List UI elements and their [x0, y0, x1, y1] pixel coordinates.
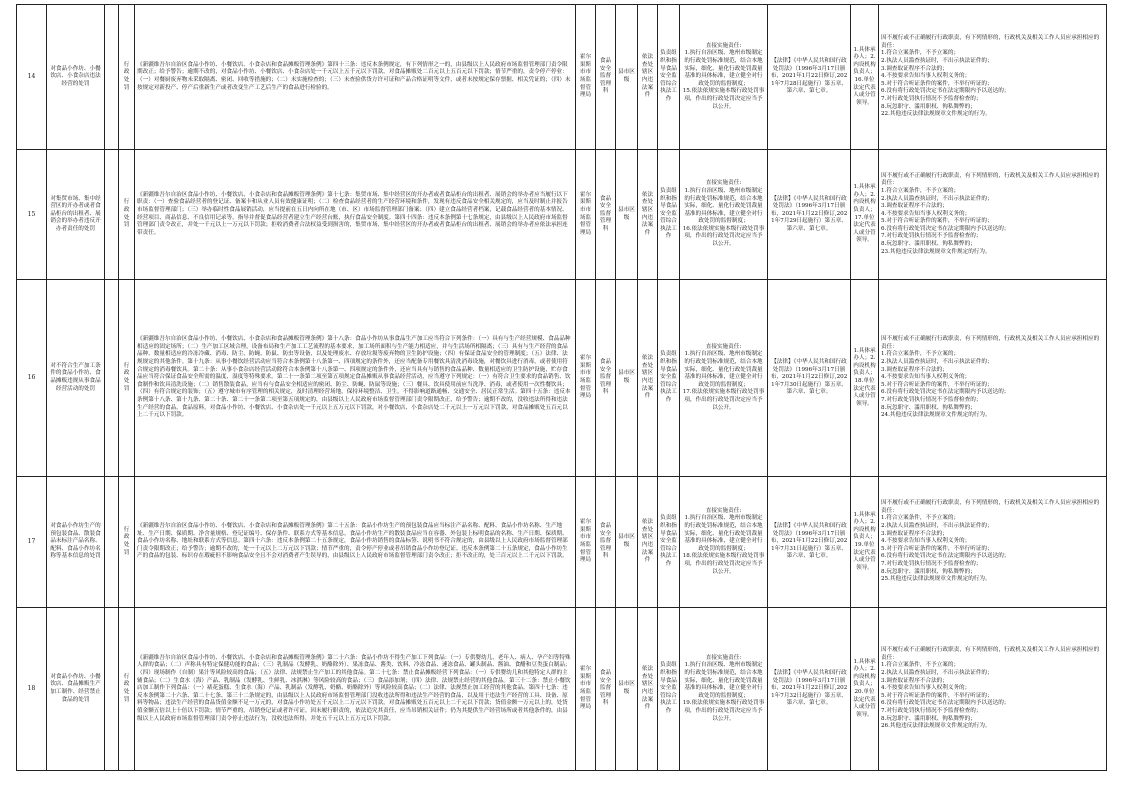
liability-situations-line: 6.没有将行政处罚决定书在法定期限内予以送达的； — [881, 553, 1010, 560]
implementation-responsibility-line: 19.依法依规实施本级行政处罚事项，作出的行政处罚决定应当予以公开。 — [682, 700, 765, 722]
liability-situations-line: 8.玩忽职守、滥用职权、徇私舞弊的； — [881, 715, 976, 722]
table-row — [17, 608, 1107, 771]
legal-basis: 《新疆维吾尔自治区食品小作坊、小餐饮店、小食杂店和食品摊贩管理条例》第二十五条：食品小作坊生产的预包装食品应当标注产品名称、配料、食品小作坊名称、生产地址、生产日期、保质期、净含量规格、登记证编号、保存条件、联系方式等基本信息。食品小作坊生产的散装食品应当在容器、外包装上标明食品的名称、生产日期、保质期、食品小作坊名称、地址和联系方式等信息。第四十六条：违反本条例第二十五条规定，食品小作坊销售的食品标签、说明书不符合规定的，由县级以上人民政府市场监督管理部门责令限期改正；给予警告；逾期不改的，处一千元以上二万元以下罚款；情节严重的，责令停产停业或者吊销食品小作坊登记证。违反本条例第二十五条规定，食品小作坊生产的食品的包装、标识存在瑕疵但不影响食品安全且不会对消费者产生误导的，由县级以上人民政府市场监督管理部门责令改正；拒不改正的，处三百元以上二千元以下罚款。 — [135, 477, 576, 608]
item-number: 16 — [17, 280, 47, 477]
liability-situations-line: 8.玩忽职守、滥用职权、徇私舞弊的； — [881, 103, 976, 110]
legal-basis: 《新疆维吾尔自治区食品小作坊、小餐饮店、小食杂店和食品摊贩管理条例》第十七条：集贸市场、集中经营区的开办者或者食品柜台的出租者、展销会的举办者应当履行以下职责：（一）查验食品经营者的登记证、备案卡和从业人员有效健康证明；（二）检查食品经营者的生产经营环境和条件，发现有违反食品安全相关规定的，应当及时制止并报告市场监督管理部门；（三）举办临时性食品展销活动，应当提前在五日内向所在地（市、区）市场监督管理部门备案；（四）建立食品经营者档案，记载食品经营者的基本情况、经营项目、商品信息、不良信用记录等，指导并督促食品经营者建立生产经营台账，执行食品安全制度。第四十四条：违反本条例第十七条规定，由县级以上人民政府市场监督管理部门责令改正，并处一千元以上一万元以下罚款；拒收消费者合法权益受到损害的，集贸市场、集中经营区的开办者或者食品柜台的出租者、展销会的举办者应依法承担连带责任。 — [135, 150, 576, 280]
item-type: 行政处罚 — [119, 477, 135, 608]
liability-situations-line: 6.没有将行政处罚决定书在法定期限内予以送达的； — [881, 225, 1010, 232]
item-name: 对食品小作坊、小餐饮店、食品摊贩生产加工制作、经营禁止食品的处罚 — [47, 608, 105, 771]
table-row — [17, 280, 1107, 477]
table-row — [17, 5, 1107, 150]
implementing-department: 霍尔果斯市市场监督管理局 — [576, 477, 596, 608]
item-type: 行政处罚 — [119, 280, 135, 477]
liability-situations-line: 2.执法人员滥查执证时，不出示执法证件的； — [881, 359, 993, 366]
blank-cell — [105, 5, 119, 150]
liability-situations-line: 3.调查取证程序不合法的； — [881, 530, 948, 537]
liability-situations-line: 2.执法人员滥查执证时，不出示执法证件的； — [881, 195, 993, 202]
item-number: 14 — [17, 5, 47, 150]
liability-situations-line: 1.符合立案条件，不予立案的； — [881, 187, 960, 194]
jurisdiction-level: 县市区级 — [616, 608, 638, 771]
responsible-persons: 1.具体承办人；2.内设机构负责人；20.单位法定代表人或分管领导。 — [851, 608, 879, 771]
blank-cell — [105, 280, 119, 477]
implementation-responsibility-line: 15.依法依规实施本级行政处罚事项，作出的行政处罚决定应当予以公开。 — [682, 88, 765, 110]
responsible-unit: 食品安全监督管理科 — [596, 5, 616, 150]
legal-basis: 《新疆维吾尔自治区食品小作坊、小餐饮店、小食杂店和食品摊贩管理条例》第十八条：食品小作坊从事食品生产加工应当符合下列条件：（一）具有与生产经营规模、食品品种相适应的固定场所；（二）生产加工区域合理，设备布局和生产加工工艺流程的基本要求，加工场所面积与生产能力相适应，并与生活场所相隔离；（三）具有与生产经营的食品品种、数量相适应的冷冻冷藏、消毒、防尘、防蝇、防鼠、防虫等设备，以及处理废水、存放垃圾等废弃物的卫生防护设施；（四）有保证食品安全的管理制度；（五）法律、法规规定的其他条件。第十九条：从事小餐饮经营活动应当符合本条例第十八条第一、四项规定的条件外，还应当配备专用餐饮具清洗消毒设施，对餐饮具进行消毒，或者使用符合规定的消毒餐饮具。第二十条：从事小食杂店经营活动除符合本条例第十八条第一、四项规定的条件外，还应当具有与销售的食品品种、数量相适应的卫生防护设施，贮存食品应当符合保证食品安全所需的温度、湿度等特殊要求。第二十一条第二项至第五项规定食品摊贩从事食品经营活动，应当遵守下列规定：（一）有符合卫生要求的食品销售、饮食制作和饮具清洗设施；（二）销售散装食品，应当有与食品安全相适应的密闭、防尘、防蝇、防鼠等设施；（三）餐具、饮具使用前应当洗净、消毒，或者使用一次性餐饮具；（四）有符合规定的装饰；（五）遵守城市有序管理的相关规定，及时清理经营场地，保持环境整洁、卫生，不得影响道路通畅、交通安全、居民正常生活。第四十五条：违反本条例第十八条、第十九条、第二十条、第二十一条第二项至第五项规定的，由县级以上人民政府市场监督管理部门责令限期改正，给予警告；逾期不改的，没收违法所得和违法生产经营的食品，食品原料，对食品小作坊、小餐饮店、小食杂店处一千元以上五万元以下罚款，对小餐饮店、小食杂店处二千元以上一万元以下罚款，对食品摊贩处五百元以上二千元以下罚款。 — [135, 280, 576, 477]
implementation-method: 依法查处辖区内违法案件 — [638, 280, 658, 477]
implementation-responsibility-line: 1.执行自治区级、地州市级制定的行政处罚标准规范，结合本地实际，细化、量化行政处罚裁量基准的具体标准，建立健全对行政处罚的监督制度； — [684, 351, 763, 388]
department-duty: 负责组织和指导食品安全监管综合执法工作 — [658, 5, 680, 150]
item-name: 对不符合生产加工条件的食品小作坊、食品摊贩违规从事食品经营活动的处罚 — [47, 280, 105, 477]
liability-situations-line: 8.玩忽职守、滥用职权、徇私舞弊的； — [881, 241, 976, 248]
responsible-unit: 食品安全监督管理科 — [596, 280, 616, 477]
implementation-responsibility-line: 直接实施责任: — [705, 654, 742, 661]
implementation-responsibility — [680, 608, 768, 771]
implementation-responsibility — [680, 280, 768, 477]
implementing-department: 霍尔果斯市市场监督管理局 — [576, 608, 596, 771]
item-type: 行政处罚 — [119, 150, 135, 280]
responsible-unit: 食品安全监督管理科 — [596, 150, 616, 280]
item-number: 17 — [17, 477, 47, 608]
implementation-method: 依法查处辖区内违法案件 — [638, 5, 658, 150]
liability-situations — [879, 150, 1107, 280]
liability-situations-line: 25.其他违反法律法规规章文件规定的行为。 — [881, 576, 991, 583]
implementation-responsibility — [680, 5, 768, 150]
item-type: 行政处罚 — [119, 5, 135, 150]
jurisdiction-level: 县市区级 — [616, 280, 638, 477]
item-name: 对集贸市场、集中经营区的开办者或者食品柜台的出租者、展销会的举办者违反开办者责任的处罚 — [47, 150, 105, 280]
implementation-responsibility-line: 直接实施责任: — [705, 42, 742, 49]
jurisdiction-level: 县市区级 — [616, 5, 638, 150]
liability-situations-line: 2.执法人员滥查执证时，不出示执法证件的； — [881, 523, 993, 530]
liability-situations-line: 4.不按要求告知当事人权利义务的； — [881, 210, 971, 217]
item-number: 15 — [17, 150, 47, 280]
implementation-responsibility-line: 1.执行自治区级、地州市级制定的行政处罚标准规范，结合本地实际，细化、量化行政处罚裁量基准的具体标准，建立健全对行政处罚的监督制度； — [684, 662, 763, 699]
liability-situations-line: 5.对于符合听证条件的案件，不举行听证的； — [881, 218, 993, 225]
liability-situations-line: 因不履行或不正确履行行政职责，有下列情形的，行政机关及相关工作人员应承担相应的责任： — [881, 647, 1100, 661]
responsible-persons: 1.具体承办人；2.内设机构负责人；19.单位法定代表人或分管领导。 — [851, 477, 879, 608]
liability-situations-line: 3.调查取证程序不合法的； — [881, 203, 948, 210]
liability-situations-line: 因不履行或不正确履行行政职责，有下列情形的，行政机关及相关工作人员应承担相应的责任： — [881, 172, 1100, 187]
department-duty: 负责组织和指导食品安全监管综合执法工作 — [658, 280, 680, 477]
liability-situations-line: 因不履行或不正确履行行政职责，有下列情形的，行政机关及相关工作人员应承担相应的责任： — [881, 35, 1100, 49]
liability-situations-line: 3.调查取证程序不合法的； — [881, 366, 948, 373]
liability-situations-line: 2.执法人员滥查执证时，不出示执法证件的； — [881, 58, 993, 65]
responsible-persons: 1.具体承办人；2.内设机构负责人；16.单位法定代表人或分管领导。 — [851, 5, 879, 150]
legal-basis: 《新疆维吾尔自治区食品小作坊、小餐饮店、小食杂店和食品摊贩管理条例》第四十三条：违反本条例规定，有下列情形之一的，由县级以上人民政府市场监督管理部门责令限期改正；给予警告；逾期不改的，对食品小作坊、小餐饮店、小食杂店处一千元以上五千元以下罚款，对食品摊贩处二百元以上五百元以下罚款；情节严重的，责令停产停业：（一）对餐厨废弃物未采取隔离、密闭、回收等措施的；（二）未实施检查的；（三）未查验供货方许可证和产品合格证明等文件，或者未按规定保存票据、相关凭证的；（四）未按规定对新投产、停产后重新生产或者改变生产工艺后生产的食品进行检验的。 — [135, 5, 576, 150]
liability-situations — [879, 477, 1107, 608]
implementation-responsibility-line: 16.依法依规实施本级行政处罚事项，作出的行政处罚决定应当予以公开。 — [682, 225, 765, 248]
implementing-department: 霍尔果斯市市场监督管理局 — [576, 5, 596, 150]
liability-situations-line: 8.玩忽职守、滥用职权、徇私舞弊的； — [881, 568, 976, 575]
liability-situations-line: 4.不按要求告知当事人权利义务的； — [881, 374, 971, 381]
liability-situations-line: 8.玩忽职守、滥用职权、徇私舞弊的； — [881, 404, 976, 411]
liability-situations-line: 6.没有将行政处罚决定书在法定期限内予以送达的； — [881, 88, 1010, 95]
blank-cell — [105, 477, 119, 608]
implementation-method: 依法查处辖区内违法案件 — [638, 477, 658, 608]
implementation-responsibility-line: 1.执行自治区级、地州市级制定的行政处罚标准规范，结合本地实际，细化、量化行政处罚裁量基准的具体标准，建立健全对行政处罚的监督制度； — [684, 187, 763, 225]
legal-basis: 《新疆维吾尔自治区食品小作坊、小餐饮店、小食杂店和食品摊贩管理条例》第二十六条：食品小作坊不得生产加工下列食品：（一）专供婴幼儿、老年人、病人、孕产妇等特殊人群的食品；（二）声称具有特定保健功能的食品；（三）乳制品（发酵乳、奶酪除外）、果冻食品、酱类、饮料、冷冻食品、速冻食品、罐头制品、酱油、食醋和豆类蛋白制品；（四）现场制作（自制）果汁等风险较高的食品；（五）法律、法规禁止生产加工的其他食品。第二十七条：禁止食品摊贩经营下列食品：（一）专供婴幼儿和其他特定人群的主辅食品；（二）生食水（海）产品、乳制品（发酵乳、生鲜乳、冰淇淋）等风险较高的食品；（三）食品添加剂；（四）法律、法规禁止经营的其他食品。第三十二条：禁止小餐饮店加工制作下列食品：（一）裱花蛋糕、生食水（海）产品、乳制品（发酵乳、奶酪、奶酪除外）等风险较高食品；（二）法律、法规禁止加工经营的其他食品。第四十七条：违反本条例第二十六条、第二十七条、第三十二条规定的，由县级以上人民政府市场监督管理部门没收违法所得和违法生产经营的食品，以及用于违法生产经营的工具、设备、原料等物品；违法生产经营的食品货值金额不足一万元的，对食品小作坊处五千元以上二万元以下罚款，对食品摊贩处五百元以上二千元以下罚款；货值金额一万元以上的，处货值金额五倍以上十倍以下罚款；情节严重的，吊销登记证或者许可证。因未履行职责的，依法追究其责任，应当吊销相关证件；仍为其提供生产经营场所或者其他条件的，由县级以上人民政府市场监督管理部门责令停止违法行为，没收违法所得，并处五千元以上五万元以下罚款。 — [135, 608, 576, 771]
liability-situations-line: 24.其他违反法律法规规章文件规定的行为。 — [881, 412, 991, 419]
liability-situations-line: 5.对于符合听证条件的案件，不举行听证的； — [881, 545, 993, 552]
implementation-method: 依法查处辖区内违法案件 — [638, 608, 658, 771]
blank-cell — [105, 608, 119, 771]
liability-situations — [879, 608, 1107, 771]
responsible-unit: 食品安全监督管理科 — [596, 477, 616, 608]
department-duty: 负责组织和指导食品安全监管综合执法工作 — [658, 150, 680, 280]
implementing-department: 霍尔果斯市市场监督管理局 — [576, 150, 596, 280]
accountability-law: 【法律】《中华人民共和国行政处罚法》（1996年3月17日颁布，2021年1月22日修订,2021年7月29日起施行）第五章、第六章、第七章。 — [768, 150, 851, 280]
liability-situations-line: 4.不按要求告知当事人权利义务的； — [881, 73, 971, 80]
responsible-persons: 1.具体承办人；2.内设机构负责人；17.单位法定代表人或分管领导。 — [851, 150, 879, 280]
implementation-responsibility-line: 17.依法依规实施本级行政处罚事项，作出的行政处罚决定应当予以公开。 — [682, 389, 765, 411]
liability-situations-line: 5.对于符合听证条件的案件，不举行听证的； — [881, 381, 993, 388]
liability-situations-line: 4.不按要求告知当事人权利义务的； — [881, 685, 971, 692]
liability-situations-line: 5.对于符合听证条件的案件，不举行听证的； — [881, 80, 993, 87]
liability-situations-line: 4.不按要求告知当事人权利义务的； — [881, 538, 971, 545]
implementation-responsibility-line: 1.执行自治区级、地州市级制定的行政处罚标准规范，结合本地实际，细化、量化行政处罚裁量基准的具体标准，建立健全对行政处罚的监督制度； — [684, 515, 763, 552]
liability-situations — [879, 5, 1107, 150]
liability-situations-line: 22.其他违反法律法规规章文件规定的行为。 — [881, 111, 991, 118]
accountability-law: 【法律】《中华人民共和国行政处罚法》（1996年3月17日颁布，2021年1月22日修订,2021年7月28日起施行）第五章、第六章、第七章。 — [768, 5, 851, 150]
liability-situations-line: 1.符合立案条件，不予立案的； — [881, 662, 960, 669]
table-row — [17, 150, 1107, 280]
liability-situations-line: 6.没有将行政处罚决定书在法定期限内予以送达的； — [881, 700, 1010, 707]
responsibility-table — [16, 4, 1106, 771]
blank-cell — [105, 150, 119, 280]
jurisdiction-level: 县市区级 — [616, 150, 638, 280]
liability-situations-line: 1.符合立案条件，不予立案的； — [881, 50, 960, 57]
liability-situations-line: 23.其他违反法律法规规章文件规定的行为。 — [881, 248, 991, 255]
implementation-responsibility-line: 直接实施责任: — [705, 343, 742, 350]
liability-situations-line: 7.对行政处罚执行情况不予监督检查的； — [881, 95, 982, 102]
item-number: 18 — [17, 608, 47, 771]
liability-situations-line: 7.对行政处罚执行情况不予监督检查的； — [881, 396, 982, 403]
accountability-law: 【法律】《中华人民共和国行政处罚法》（1996年3月17日颁布，2021年1月22日修订,2021年7月31日起施行）第五章、第六章、第七章。 — [768, 477, 851, 608]
table — [16, 4, 1107, 771]
implementation-responsibility-line: 直接实施责任: — [705, 507, 742, 514]
accountability-law: 【法律】《中华人民共和国行政处罚法》（1996年3月17日颁布，2021年1月22日修订,2021年7月32日起施行）第五章、第六章、第七章。 — [768, 608, 851, 771]
department-duty: 负责组织和指导食品安全监管综合执法工作 — [658, 477, 680, 608]
liability-situations-line: 26.其他违反法律法规规章文件规定的行为。 — [881, 723, 991, 730]
item-name: 对食品小作坊、小餐饮店、小食杂店违法经营的处罚 — [47, 5, 105, 150]
implementing-department: 霍尔果斯市市场监督管理局 — [576, 280, 596, 477]
implementation-method: 依法查处辖区内违法案件 — [638, 150, 658, 280]
liability-situations-line: 1.符合立案条件，不予立案的； — [881, 515, 960, 522]
item-name: 对食品小作坊生产的预包装食品、散装食品未标注产品名称、配料、食品小作坊名称等基本信息的处罚 — [47, 477, 105, 608]
liability-situations-line: 7.对行政处罚执行情况不予监督检查的； — [881, 707, 982, 714]
liability-situations-line: 1.符合立案条件，不予立案的； — [881, 351, 960, 358]
responsible-persons: 1.具体承办人；2.内设机构负责人；18.单位法定代表人或分管领导。 — [851, 280, 879, 477]
implementation-responsibility-line: 直接实施责任: — [705, 180, 742, 187]
responsible-unit: 食品安全监督管理科 — [596, 608, 616, 771]
table-row — [17, 477, 1107, 608]
liability-situations-line: 7.对行政处罚执行情况不予监督检查的； — [881, 233, 982, 240]
implementation-responsibility — [680, 477, 768, 608]
liability-situations-line: 6.没有将行政处罚决定书在法定期限内予以送达的； — [881, 389, 1010, 396]
jurisdiction-level: 县市区级 — [616, 477, 638, 608]
department-duty: 负责组织和指导食品安全监管综合执法工作 — [658, 608, 680, 771]
liability-situations-line: 5.对于符合听证条件的案件，不举行听证的； — [881, 692, 993, 699]
liability-situations-line: 7.对行政处罚执行情况不予监督检查的； — [881, 560, 982, 567]
liability-situations-line: 3.调查取证程序不合法的； — [881, 677, 948, 684]
implementation-responsibility — [680, 150, 768, 280]
implementation-responsibility-line: 1.执行自治区级、地州市级制定的行政处罚标准规范，结合本地实际，细化、量化行政处罚裁量基准的具体标准，建立健全对行政处罚的监督制度； — [684, 50, 763, 87]
liability-situations-line: 3.调查取证程序不合法的； — [881, 65, 948, 72]
implementation-responsibility-line: 18.依法依规实施本级行政处罚事项，作出的行政处罚决定应当予以公开。 — [682, 553, 765, 575]
accountability-law: 【法律】《中华人民共和国行政处罚法》（1996年3月17日颁布，2021年1月22日修订,2021年7月30日起施行）第五章、第六章、第七章。 — [768, 280, 851, 477]
liability-situations — [879, 280, 1107, 477]
liability-situations-line: 因不履行或不正确履行行政职责，有下列情形的，行政机关及相关工作人员应承担相应的责任： — [881, 336, 1100, 350]
liability-situations-line: 2.执法人员滥查执证时，不出示执法证件的； — [881, 670, 993, 677]
item-type: 行政处罚 — [119, 608, 135, 771]
liability-situations-line: 因不履行或不正确履行行政职责，有下列情形的，行政机关及相关工作人员应承担相应的责任： — [881, 500, 1100, 514]
